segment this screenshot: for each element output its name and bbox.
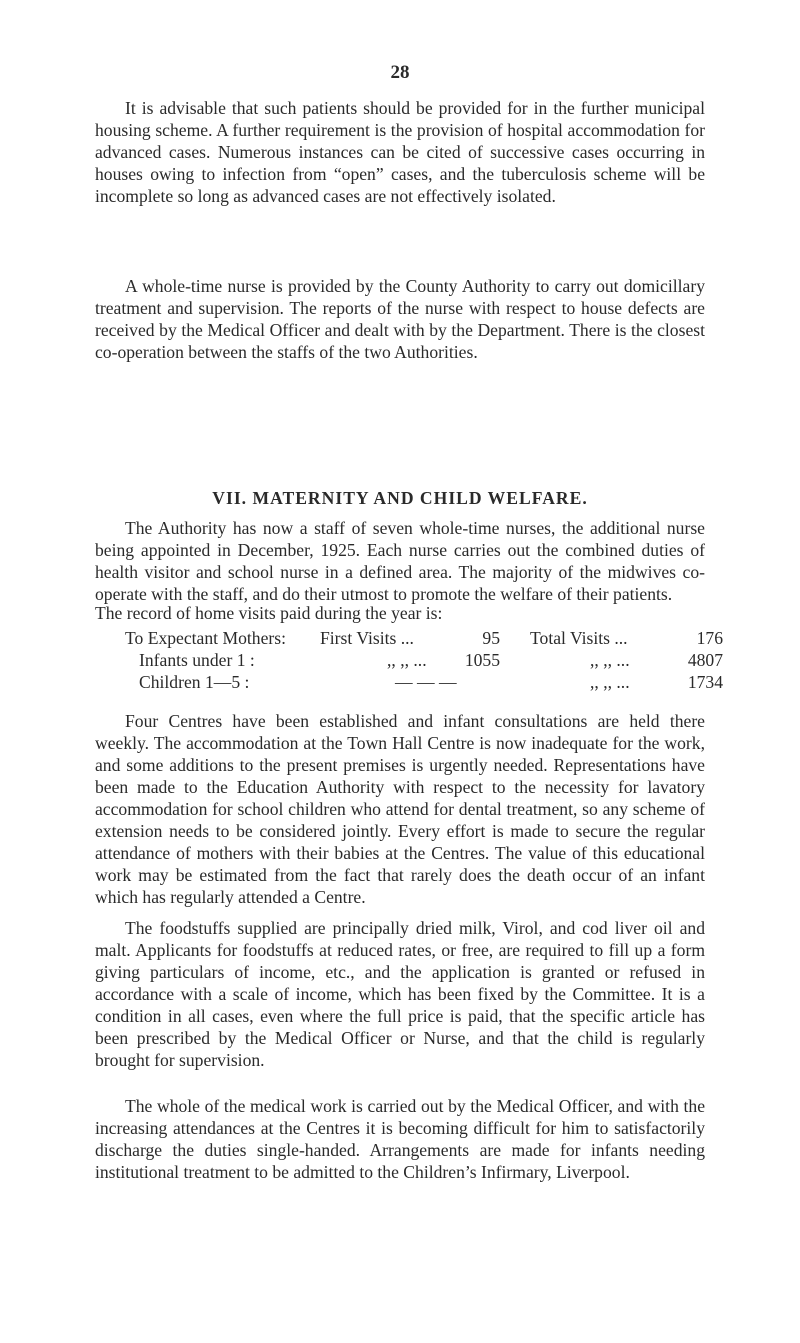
paragraph-centres: Four Centres have been established and infant consultations are held there weekly. The accommodation at the Town Hall Centre is now inadequate for the work, and some additions to the present premises is urgently needed. Representations have been made to the Education Authority with respect to the necessity for lavatory accommodation for school children who attend for dental treatment, so any scheme of extension needs to be considered jointly. Every effort is made to secure the regular attendance of mothers with their babies at the Centres. The value of this educational work may be estimated from the fact that rarely does the death occur of an infant which has regularly attended a Centre.	[95, 711, 705, 907]
section-heading: VII. MATERNITY AND CHILD WELFARE.	[212, 488, 588, 508]
paragraph-housing: It is advisable that such patients should be provided for in the further municipal housing scheme. A further requirement is the provision of hospital accommodation for advanced cases. Numerous instances can be cited of successive cases occurring in houses owing to infection from “open” cases, and the tuberculosis scheme will be incomplete so long as advanced cases are not effectively isolated.	[95, 98, 705, 206]
visit-label-total: ,, ,, ...	[590, 672, 630, 692]
page-number: 28	[390, 62, 410, 83]
visit-label-first: First Visits ...	[320, 628, 414, 648]
visit-category: To Expectant Mothers:	[125, 628, 286, 648]
visit-label-total: Total Visits ...	[530, 628, 628, 648]
paragraph-foodstuffs: The foodstuffs supplied are principally dried milk, Virol, and cod liver oil and malt. Applicants for foodstuffs at reduced rates, or free, are required to fill up a form giving particulars of income, etc., and the application is granted or refused in accordance with a scale of income, which has been fixed by the Committee. It is a condition in all cases, even where the full price is paid, that the specific article has been prescribed by the Medical Officer or Nurse, and that the child is regularly brought for supervision.	[95, 918, 705, 1070]
home-visits-row	[125, 671, 725, 693]
home-visits-row	[125, 649, 725, 671]
visit-category: Children 1—5 :	[139, 672, 250, 692]
visit-label-total: ,, ,, ...	[590, 650, 630, 670]
home-visits-table	[125, 627, 725, 693]
paragraph-nursing-staff: The Authority has now a staff of seven whole-time nurses, the additional nurse being appointed in December, 1925. Each nurse carries out the combined duties of health visitor and school nurse in a defined area. The majority of the midwives co-operate with the staff, and do their utmost to promote the welfare of their patients.	[95, 518, 705, 604]
visit-label-first: — — —	[395, 672, 457, 692]
visit-first-count: 1055	[464, 650, 500, 670]
paragraph-medical-work: The whole of the medical work is carried out by the Medical Officer, and with the increasing attendances at the Centres it is becoming difficult for him to satisfactorily discharge the duties single-handed. Arrangements are made for infants needing institutional treatment to be admitted to the Children’s Infirmary, Liverpool.	[95, 1096, 705, 1182]
visit-first-count: 95	[482, 628, 500, 648]
visit-label-first: ,, ,, ...	[387, 650, 427, 670]
visit-category: Infants under 1 :	[139, 650, 255, 670]
visit-total-count: 176	[696, 628, 723, 648]
visit-total-count: 4807	[687, 650, 723, 670]
paragraph-whole-time-nurse: A whole-time nurse is provided by the County Authority to carry out domicillary treatment and supervision. The reports of the nurse with respect to house defects are received by the Medical Officer and dealt with by the Department. There is the closest co-operation between the staffs of the two Authorities.	[95, 276, 705, 362]
paragraph-visits-intro: The record of home visits paid during the year is:	[95, 603, 443, 623]
visit-total-count: 1734	[687, 672, 723, 692]
home-visits-row	[125, 627, 725, 649]
